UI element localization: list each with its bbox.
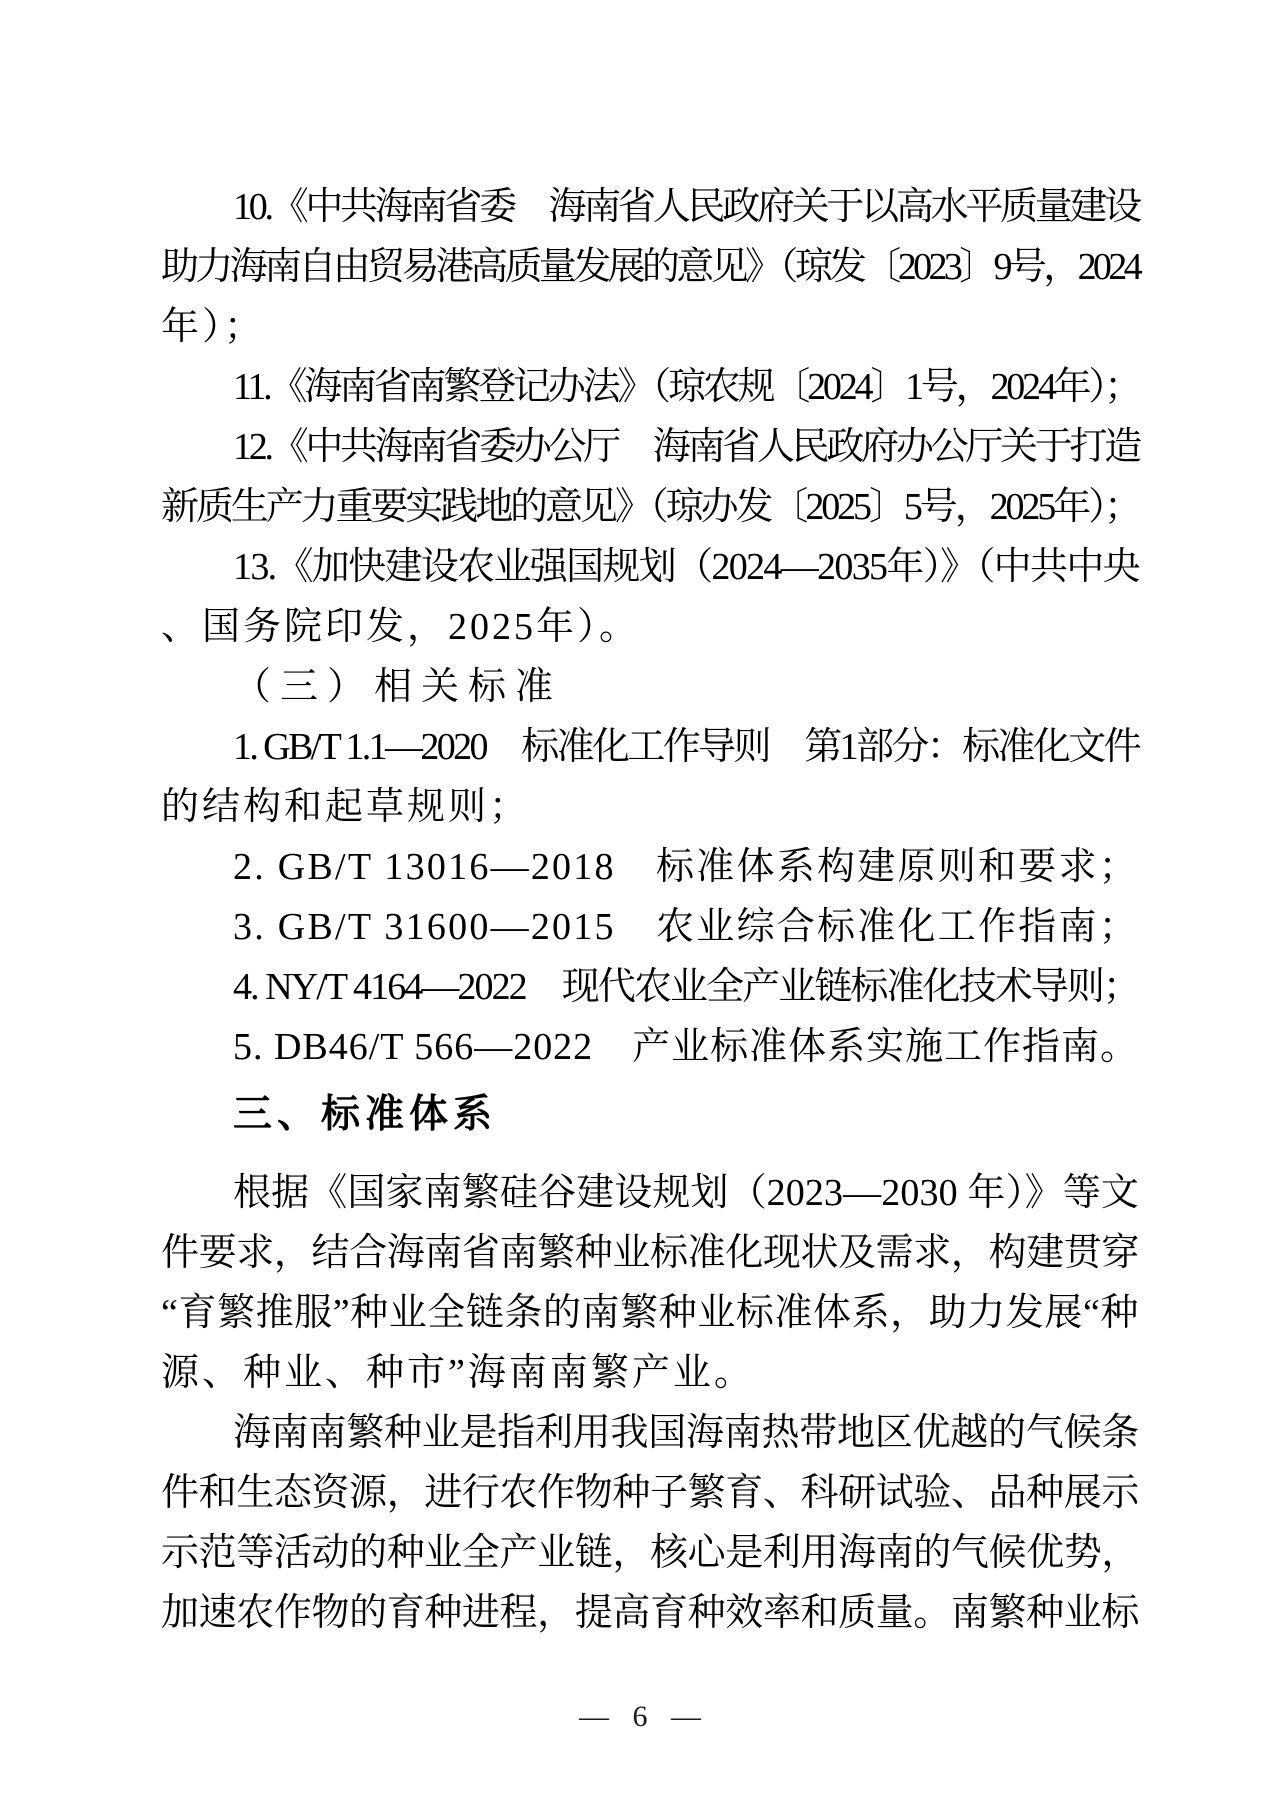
text-line: 三、标准体系 — [233, 1093, 498, 1136]
paragraph — [161, 957, 1139, 1017]
paragraph — [161, 837, 1139, 897]
text-line: （三）相关标准 — [233, 666, 563, 708]
text-line: 助力海南自由贸易港高质量发展的意见》（琼发〔2023〕9号，2024 — [161, 246, 1139, 288]
paragraph — [161, 717, 1139, 837]
text-line: 海南南繁种业是指利用我国海南热带地区优越的气候条 — [233, 1412, 1139, 1454]
paragraph — [161, 177, 1139, 357]
text-line: 12.《中共海南省委办公厅 海南省人民政府办公厅关于打造 — [233, 426, 1139, 468]
text-line: 源、种业、种市”海南南繁产业。 — [161, 1352, 755, 1394]
text-line: 13.《加快建设农业强国规划（2024—2035年）》（中共中央 — [233, 546, 1139, 588]
text-line: 2. GB/T 13016—2018 标准体系构建原则和要求； — [233, 846, 1139, 888]
text-line: 5. DB46/T 566—2022 产业标准体系实施工作指南。 — [233, 1026, 1139, 1068]
text-line: 年）； — [161, 306, 266, 348]
text-line: 件和生态资源，进行农作物种子繁育、科研试验、品种展示 — [161, 1472, 1139, 1514]
section-heading — [161, 1085, 1139, 1145]
text-line: 示范等活动的种业全产业链，核心是利用海南的气候优势， — [161, 1532, 1139, 1574]
paragraph — [161, 1403, 1139, 1643]
text-line: 、国务院印发，2025年）。 — [161, 606, 641, 648]
text-line: 加速农作物的育种进程，提高育种效率和质量。南繁种业标 — [161, 1592, 1139, 1634]
sub-section-heading — [161, 657, 1139, 717]
paragraph — [161, 1017, 1139, 1077]
text-line: 1. GB/T 1.1—2020 标准化工作导则 第1部分：标准化文件 — [233, 726, 1139, 768]
text-line: 新质生产力重要实践地的意见》（琼办发〔2025〕5号，2025年）； — [161, 486, 1139, 528]
text-line: 根据《国家南繁硅谷建设规划（2023—2030 年）》等文 — [233, 1172, 1139, 1214]
text-line: 件要求，结合海南省南繁种业标准化现状及需求，构建贯穿 — [161, 1232, 1139, 1274]
paragraph — [161, 417, 1139, 537]
paragraph — [161, 897, 1139, 957]
page-footer — [0, 1697, 1280, 1737]
text-line: 的结构和起草规则； — [161, 786, 531, 828]
text-line: 4. NY/T 4164—2022 现代农业全产业链标准化技术导则； — [233, 966, 1139, 1008]
text-line: 10.《中共海南省委 海南省人民政府关于以高水平质量建设 — [233, 186, 1139, 228]
paragraph — [161, 1163, 1139, 1403]
page-number: — 6 — — [579, 1700, 701, 1733]
paragraph — [161, 537, 1139, 657]
text-line: “育繁推服”种业全链条的南繁种业标准体系，助力发展“种 — [161, 1292, 1139, 1334]
text-line: 11.《海南省南繁登记办法》（琼农规〔2024〕1号，2024年）； — [233, 366, 1139, 408]
text-line: 3. GB/T 31600—2015 农业综合标准化工作指南； — [233, 906, 1139, 948]
paragraph — [161, 357, 1139, 417]
